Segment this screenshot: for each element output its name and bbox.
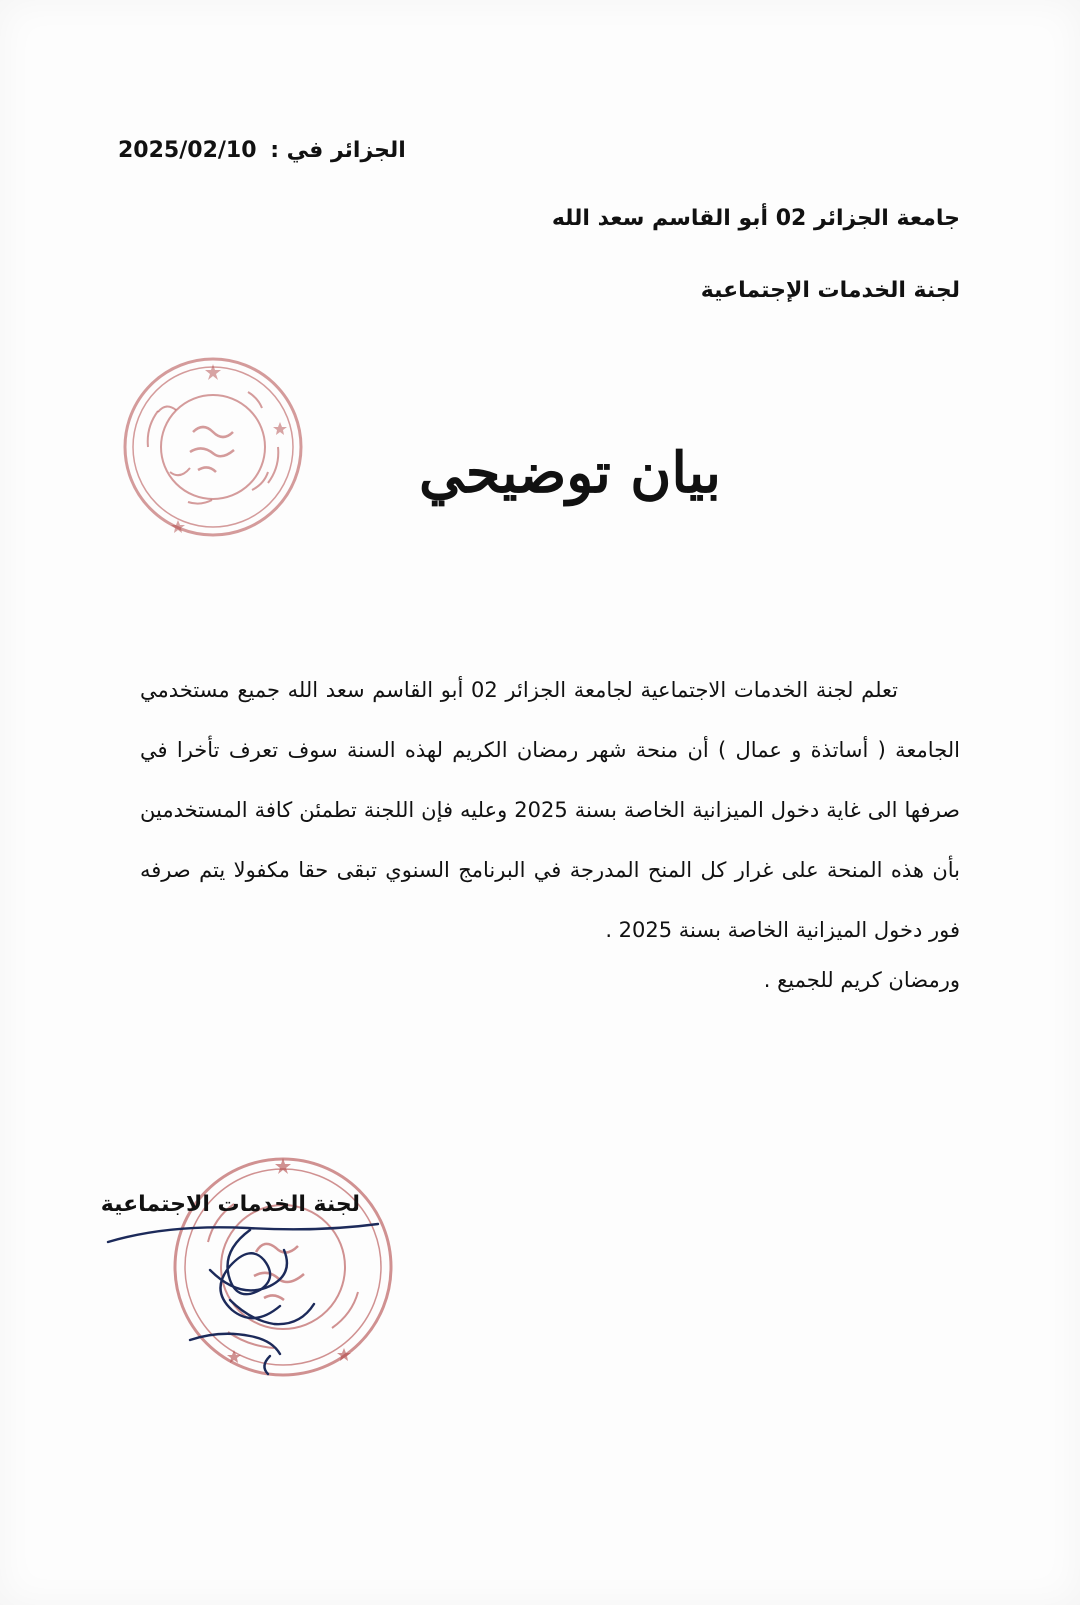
body-text: تعلم لجنة الخدمات الاجتماعية لجامعة الجزائر 02 أبو القاسم سعد الله جميع مستخدمي الجامعة ( أساتذة و عمال ) أن منحة شهر رمضان الكريم لهذه السنة سوف تعرف تأخرا في صرفها الى غاية دخول الميزانية الخاصة بسنة 2025 وعليه فإن اللجنة تطمئن كافة المستخدمين بأن هذه المنحة على غرار كل المنح المدرجة في البرنامج السنوي تبقى حقا مكفولا يتم صرفه فور دخول الميزانية الخاصة بسنة 2025 . [140,678,960,942]
date-line [118,138,406,163]
body-paragraph [140,660,960,960]
university-name: جامعة الجزائر 02 أبو القاسم سعد الله [551,206,960,231]
closing-greeting: ورمضان كريم للجميع . [763,968,960,992]
date-value: 2025/02/10 [118,138,257,163]
handwritten-signature [100,1150,400,1380]
committee-name: لجنة الخدمات الإجتماعية [700,278,960,303]
signature-label: لجنة الخدمات الاجتماعية [100,1192,360,1217]
document-title: بيان توضيحي [419,440,721,506]
date-label: الجزائر في : [270,138,406,163]
signature-block [100,1150,400,1380]
